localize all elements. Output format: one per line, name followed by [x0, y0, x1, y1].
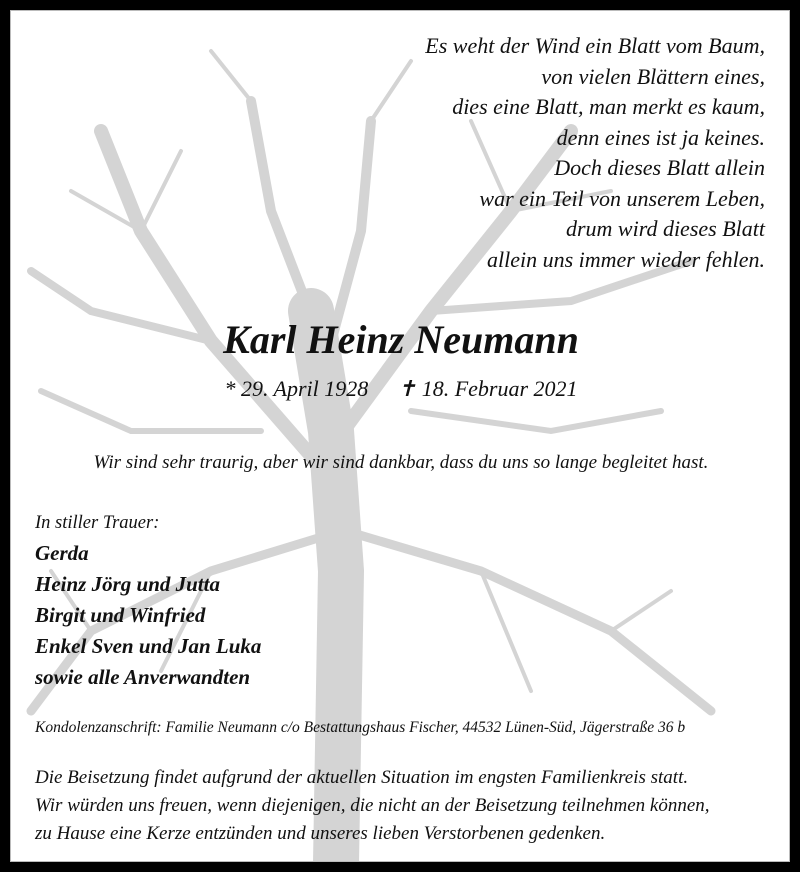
notice-line: Wir würden uns freuen, wenn diejenigen, die nicht an der Beisetzung teilnehmen können,	[35, 795, 710, 816]
mourners-list	[35, 538, 261, 693]
mourners-label: In stiller Trauer:	[35, 513, 160, 533]
poem-line: dies eine Blatt, man merkt es kaum,	[452, 94, 765, 119]
poem-line: Doch dieses Blatt allein	[554, 155, 765, 180]
burial-notice	[35, 764, 710, 848]
mourner: Birgit und Winfried	[35, 603, 206, 627]
death-date: ✝ 18. Februar 2021	[397, 376, 578, 401]
mourner: Enkel Sven und Jan Luka	[35, 634, 262, 658]
notice-line: zu Hause eine Kerze entzünden und unseres lieben Verstorbenen gedenken.	[35, 823, 606, 844]
poem-line: denn eines ist ja keines.	[556, 124, 765, 150]
condolence-address: Kondolenzanschrift: Familie Neumann c/o Bestattungshaus Fischer, 44532 Lünen-Süd, Jägerstraße 36 b	[35, 719, 686, 736]
poem-line: war ein Teil von unserem Leben,	[479, 185, 765, 211]
poem-line: Es weht der Wind ein Blatt vom Baum,	[425, 33, 765, 58]
poem-line: drum wird dieses Blatt	[565, 216, 765, 241]
mourner: Gerda	[35, 541, 89, 565]
deceased-name: Karl Heinz Neumann	[223, 317, 579, 362]
obituary-notice	[10, 10, 790, 862]
notice-line: Die Beisetzung findet aufgrund der aktuellen Situation im engsten Familienkreis statt.	[35, 767, 689, 788]
poem-line: von vielen Blättern eines,	[541, 63, 765, 89]
life-dates	[11, 376, 790, 402]
poem-line: allein uns immer wieder fehlen.	[486, 246, 765, 272]
poem	[425, 31, 765, 275]
birth-date: * 29. April 1928	[224, 376, 369, 401]
mourner: sowie alle Anverwandten	[35, 665, 251, 689]
farewell-sentence: Wir sind sehr traurig, aber wir sind dankbar, dass du uns so lange begleitet hast.	[93, 452, 709, 473]
mourner: Heinz Jörg und Jutta	[35, 572, 220, 596]
